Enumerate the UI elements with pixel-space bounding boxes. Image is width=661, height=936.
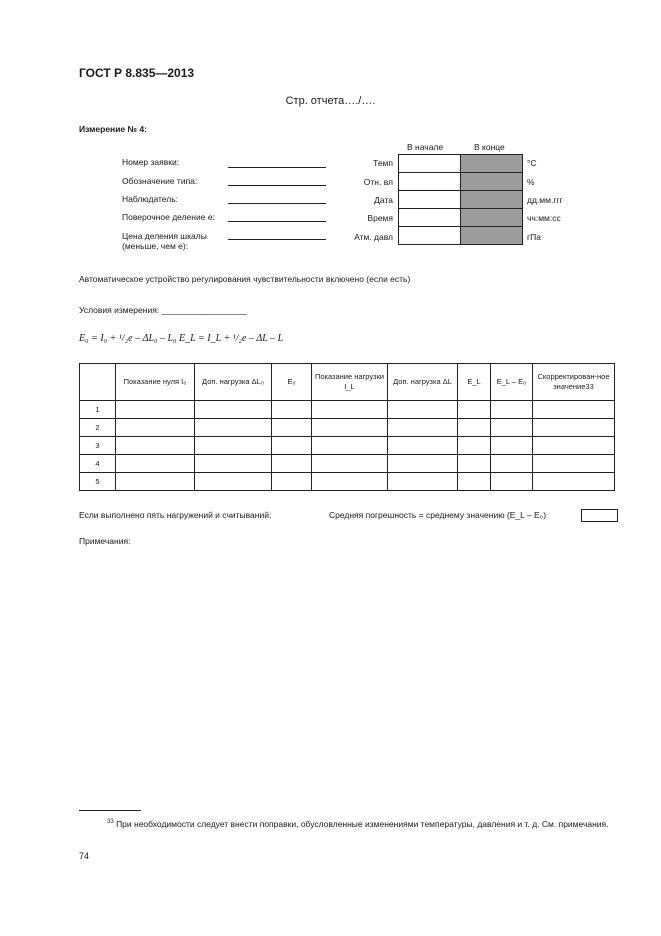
report-page-reference: Стр. отчета…./….	[285, 95, 376, 107]
footnote-text: При необходимости следует внести поправки, обусловленные изменениями температуры, давления и т. д. См. примечания.	[116, 818, 609, 829]
average-error-input[interactable]	[581, 509, 618, 522]
env-end-humidity[interactable]	[460, 172, 523, 191]
table-cell[interactable]	[312, 473, 388, 491]
table-row	[80, 401, 615, 419]
field-line-type-designation[interactable]	[228, 185, 326, 186]
table-cell[interactable]	[491, 437, 533, 455]
table-cell[interactable]	[312, 401, 388, 419]
table-cell[interactable]	[195, 419, 272, 437]
table-cell[interactable]	[388, 473, 458, 491]
table-cell[interactable]	[458, 437, 491, 455]
table-cell[interactable]	[272, 473, 312, 491]
field-label-scale-interval: Цена деления шкалы (меньше, чем e):	[122, 231, 207, 251]
env-label-temperature: Темп	[373, 158, 393, 168]
env-start-temperature[interactable]	[398, 154, 461, 173]
table-cell[interactable]	[195, 437, 272, 455]
env-label-date: Дата	[374, 195, 393, 205]
notes-label: Примечания:	[79, 536, 131, 546]
table-cell[interactable]	[195, 401, 272, 419]
table-cell[interactable]	[272, 401, 312, 419]
table-row	[80, 455, 615, 473]
table-cell[interactable]	[533, 401, 615, 419]
table-cell[interactable]	[533, 419, 615, 437]
env-label-pressure: Атм. давл	[354, 232, 393, 242]
table-cell[interactable]	[116, 455, 195, 473]
table-row	[80, 419, 615, 437]
table-cell[interactable]	[272, 419, 312, 437]
field-label-request-number: Номер заявки:	[122, 157, 180, 167]
field-line-observer[interactable]	[228, 203, 326, 204]
document-header: ГОСТ Р 8.835—2013	[79, 66, 195, 80]
field-line-verification-division[interactable]	[228, 221, 326, 222]
row-index: 1	[80, 401, 116, 419]
table-cell[interactable]	[272, 437, 312, 455]
env-start-humidity[interactable]	[398, 172, 461, 191]
table-cell[interactable]	[312, 455, 388, 473]
header-load-reading: Показание нагрузки I_L	[312, 364, 388, 401]
env-start-pressure[interactable]	[398, 226, 461, 245]
env-end-time[interactable]	[460, 208, 523, 227]
header-el-minus-e0: E_L – E₀	[491, 364, 533, 401]
field-label-observer: Наблюдатель:	[122, 194, 178, 204]
table-cell[interactable]	[491, 401, 533, 419]
table-cell[interactable]	[116, 419, 195, 437]
table-cell[interactable]	[491, 455, 533, 473]
header-el: E_L	[458, 364, 491, 401]
column-end-label: В конце	[474, 142, 505, 152]
table-cell[interactable]	[491, 419, 533, 437]
field-line-scale-interval[interactable]	[228, 239, 326, 240]
unit-date: дд.мм.ггг	[527, 195, 563, 205]
five-loads-label: Если выполнено пять нагружений и считываний:	[79, 510, 272, 520]
header-e0: E₀	[272, 364, 312, 401]
auto-device-note: Автоматическое устройство регулирования чувствительности включено (если есть)	[79, 274, 411, 284]
table-cell[interactable]	[116, 401, 195, 419]
field-label-type-designation: Обозначение типа:	[122, 176, 198, 186]
footnote-rule	[79, 810, 141, 811]
field-label-verification-division: Поверочное деление е:	[122, 212, 215, 222]
page-number: 74	[79, 851, 90, 861]
table-header-row	[80, 364, 615, 401]
row-index: 3	[80, 437, 116, 455]
table-cell[interactable]	[533, 437, 615, 455]
env-end-date[interactable]	[460, 190, 523, 209]
table-cell[interactable]	[458, 401, 491, 419]
table-cell[interactable]	[272, 455, 312, 473]
row-index: 2	[80, 419, 116, 437]
env-start-time[interactable]	[398, 208, 461, 227]
average-error-label: Средняя погрешность = среднему значению (E_L – E₀)	[329, 510, 547, 520]
table-cell[interactable]	[491, 473, 533, 491]
header-additional-load: Доп. нагрузка ΔL	[388, 364, 458, 401]
measurement-conditions: Условия измерения: __________________	[79, 305, 247, 315]
table-cell[interactable]	[533, 473, 615, 491]
table-cell[interactable]	[116, 437, 195, 455]
table-cell[interactable]	[388, 455, 458, 473]
error-formula: E₀ = I₀ + ¹/₂e – ΔL₀ – L₀ E_L = I_L + ¹/₂e – ΔL – L	[79, 333, 284, 344]
measurement-title: Измерение № 4:	[79, 124, 147, 134]
footnote	[79, 815, 619, 831]
field-line-request-number[interactable]	[228, 167, 326, 168]
table-cell[interactable]	[195, 455, 272, 473]
env-end-temperature[interactable]	[460, 154, 523, 173]
table-cell[interactable]	[116, 473, 195, 491]
footnote-mark: 33	[107, 819, 114, 825]
column-start-label: В начале	[407, 142, 444, 152]
table-row	[80, 437, 615, 455]
table-cell[interactable]	[388, 437, 458, 455]
table-cell[interactable]	[458, 419, 491, 437]
unit-pressure: гПа	[527, 232, 541, 242]
env-label-time: Время	[367, 213, 393, 223]
table-cell[interactable]	[388, 401, 458, 419]
header-index	[80, 364, 116, 401]
table-cell[interactable]	[458, 455, 491, 473]
unit-time: чч:мм:сс	[527, 213, 561, 223]
table-cell[interactable]	[458, 473, 491, 491]
unit-humidity: %	[527, 177, 535, 187]
env-end-pressure[interactable]	[460, 226, 523, 245]
table-cell[interactable]	[388, 419, 458, 437]
env-start-date[interactable]	[398, 190, 461, 209]
header-zero-reading: Показание нуля I₀	[116, 364, 195, 401]
row-index: 5	[80, 473, 116, 491]
table-cell[interactable]	[195, 473, 272, 491]
row-index: 4	[80, 455, 116, 473]
table-row	[80, 473, 615, 491]
table-cell[interactable]	[312, 419, 388, 437]
unit-temperature: °С	[527, 158, 537, 168]
header-additional-load-zero: Доп. нагрузка ΔL₀	[195, 364, 272, 401]
env-label-humidity: Отн. вл	[363, 177, 393, 187]
header-corrected-value: Скорректирован-ное значение33	[533, 364, 615, 401]
table-cell[interactable]	[312, 437, 388, 455]
measurement-table	[79, 363, 615, 491]
table-cell[interactable]	[533, 455, 615, 473]
